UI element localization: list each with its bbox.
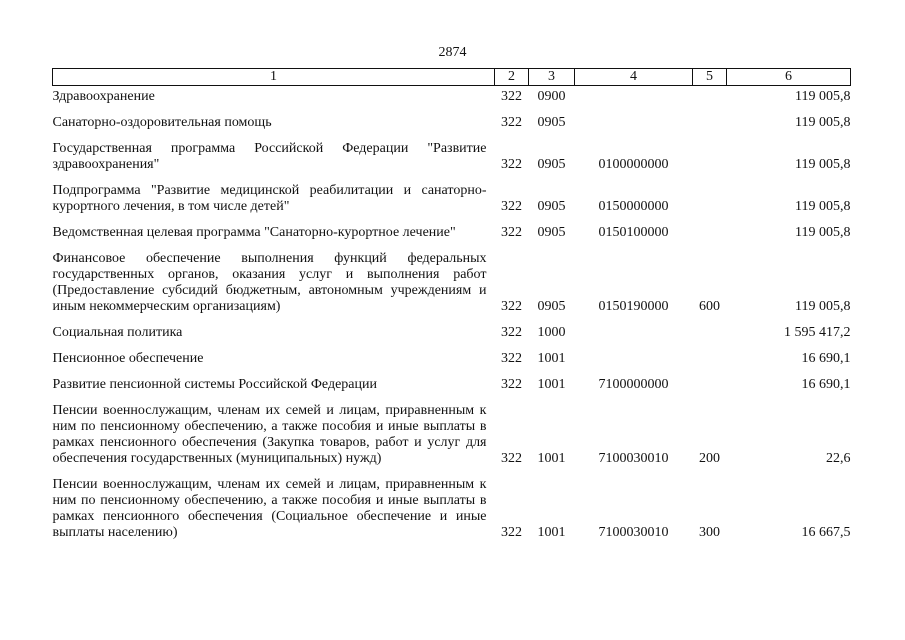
row-amount-cell: 119 005,8 xyxy=(795,115,851,130)
column-header-2: 2 xyxy=(495,69,529,86)
table-header xyxy=(53,69,851,86)
column-header-1: 1 xyxy=(53,69,495,86)
row-code-2-cell: 322 xyxy=(501,325,522,340)
row-amount-cell: 119 005,8 xyxy=(795,299,851,314)
row-code-4-cell: 0100000000 xyxy=(598,157,669,172)
row-name-cell: Пенсионное обеспечение xyxy=(52,351,204,366)
table-row xyxy=(53,251,851,325)
row-amount-cell: 22,6 xyxy=(826,451,851,466)
table-row xyxy=(53,141,851,183)
page-number: 2874 xyxy=(438,45,467,60)
row-name-cell: Пенсии военнослужащим, членам их семей и лицам, приравненным к ним по пенсионному обеспечению, а также пособия и иные выплаты в рамках пенсионного обеспечения (Закупка товаров, работ и услуг для обеспечения государственных (муниципальных) нужд) xyxy=(52,403,487,466)
row-code-4-cell: 7100030010 xyxy=(598,525,669,540)
row-code-5-cell xyxy=(693,377,727,403)
row-name-cell: Социальная политика xyxy=(52,325,183,340)
row-name-cell: Государственная программа Российской Федерации "Развитие здравоохранения" xyxy=(52,141,487,172)
header-row xyxy=(53,69,851,86)
row-code-3-cell: 0905 xyxy=(537,225,566,240)
column-header-3: 3 xyxy=(529,69,575,86)
row-code-5-cell: 300 xyxy=(699,525,720,540)
row-code-2-cell: 322 xyxy=(501,157,522,172)
row-code-2-cell: 322 xyxy=(501,225,522,240)
table-row xyxy=(53,477,851,551)
row-code-2-cell: 322 xyxy=(501,351,522,366)
row-amount-cell: 16 690,1 xyxy=(801,351,851,366)
row-code-4-cell: 7100000000 xyxy=(598,377,669,392)
row-code-4-cell xyxy=(575,351,693,377)
row-amount-cell: 16 667,5 xyxy=(801,525,851,540)
table-row xyxy=(53,403,851,477)
row-name-cell: Развитие пенсионной системы Российской Федерации xyxy=(52,377,377,392)
row-code-5-cell xyxy=(693,183,727,225)
table-body xyxy=(53,86,851,552)
row-amount-cell: 119 005,8 xyxy=(795,225,851,240)
row-code-3-cell: 1001 xyxy=(537,525,566,540)
row-code-3-cell: 1001 xyxy=(537,351,566,366)
row-code-2-cell: 322 xyxy=(501,377,522,392)
row-code-4-cell: 0150190000 xyxy=(598,299,669,314)
row-name-cell: Санаторно-оздоровительная помощь xyxy=(52,115,272,130)
column-header-4: 4 xyxy=(575,69,693,86)
row-code-4-cell xyxy=(575,325,693,351)
budget-table xyxy=(52,68,851,551)
row-amount-cell: 16 690,1 xyxy=(801,377,851,392)
row-code-4-cell: 0150000000 xyxy=(598,199,669,214)
row-code-4-cell: 7100030010 xyxy=(598,451,669,466)
table-row xyxy=(53,183,851,225)
row-code-2-cell: 322 xyxy=(501,451,522,466)
row-code-5-cell: 200 xyxy=(699,451,720,466)
row-code-4-cell: 0150100000 xyxy=(598,225,669,240)
row-code-3-cell: 0905 xyxy=(537,199,566,214)
row-code-3-cell: 0905 xyxy=(537,115,566,130)
row-code-2-cell: 322 xyxy=(501,115,522,130)
row-amount-cell: 119 005,8 xyxy=(795,89,851,104)
row-name-cell: Ведомственная целевая программа "Санаторно-курортное лечение" xyxy=(52,225,456,240)
row-name-cell: Пенсии военнослужащим, членам их семей и лицам, приравненным к ним по пенсионному обеспечению, а также пособия и иные выплаты в рамках пенсионного обеспечения (Социальное обеспечение и иные выплаты населению) xyxy=(52,477,487,540)
row-code-2-cell: 322 xyxy=(501,89,522,104)
row-code-2-cell: 322 xyxy=(501,299,522,314)
row-code-2-cell: 322 xyxy=(501,525,522,540)
row-code-5-cell xyxy=(693,141,727,183)
table-row xyxy=(53,225,851,251)
table-row xyxy=(53,377,851,403)
row-name-cell: Финансовое обеспечение выполнения функций федеральных государственных органов, оказания услуг и выполнения работ (Предоставление субсидий бюджетным, автономным учреждениям и иным некоммерческим организациям) xyxy=(52,251,487,314)
row-code-4-cell xyxy=(575,86,693,116)
table-row xyxy=(53,325,851,351)
row-code-5-cell xyxy=(693,325,727,351)
row-code-3-cell: 1001 xyxy=(537,377,566,392)
row-name-cell: Здравоохранение xyxy=(52,89,155,104)
table-row xyxy=(53,351,851,377)
row-code-3-cell: 0905 xyxy=(537,299,566,314)
row-code-3-cell: 0900 xyxy=(537,89,566,104)
table-row xyxy=(53,115,851,141)
row-amount-cell: 119 005,8 xyxy=(795,157,851,172)
column-header-6: 6 xyxy=(727,69,851,86)
row-code-5-cell xyxy=(693,351,727,377)
row-code-5-cell xyxy=(693,115,727,141)
table-row xyxy=(53,86,851,116)
row-code-3-cell: 1000 xyxy=(537,325,566,340)
row-code-5-cell xyxy=(693,86,727,116)
row-code-5-cell xyxy=(693,225,727,251)
row-amount-cell: 1 595 417,2 xyxy=(784,325,851,340)
row-code-4-cell xyxy=(575,115,693,141)
row-code-5-cell: 600 xyxy=(699,299,720,314)
row-amount-cell: 119 005,8 xyxy=(795,199,851,214)
column-header-5: 5 xyxy=(693,69,727,86)
row-code-2-cell: 322 xyxy=(501,199,522,214)
row-code-3-cell: 0905 xyxy=(537,157,566,172)
row-name-cell: Подпрограмма "Развитие медицинской реабилитации и санаторно-курортного лечения, в том числе детей" xyxy=(52,183,487,214)
row-code-3-cell: 1001 xyxy=(537,451,566,466)
